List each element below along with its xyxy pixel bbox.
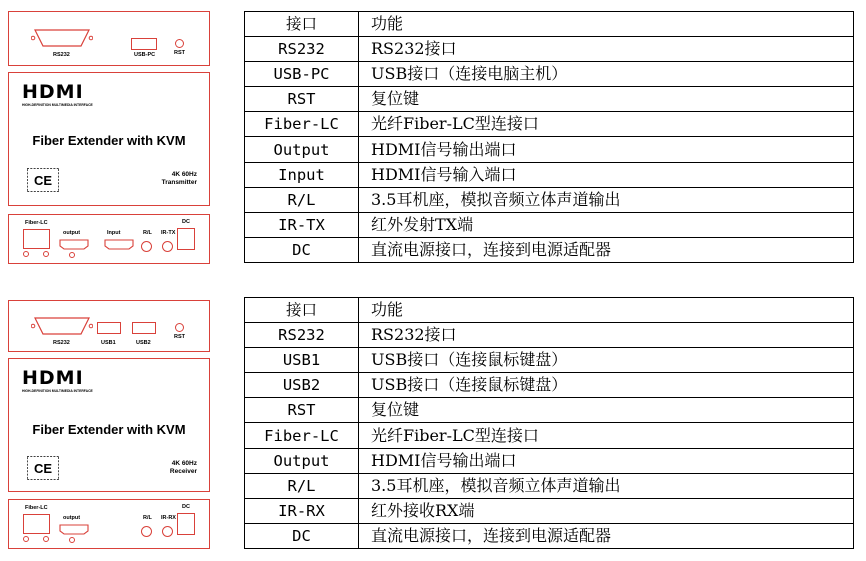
usb-pc-port [131,38,157,50]
function-cell: 光纤Fiber-LC型连接口 [359,112,854,137]
model-label: Transmitter [161,179,197,186]
ir-rx-label: IR-RX [161,515,176,521]
ir-rx-jack-icon [162,526,173,537]
ce-mark-icon [27,168,59,192]
table-row [245,323,854,348]
receiver-rear-panel [8,300,210,352]
ir-tx-jack-icon [162,241,173,252]
table-row [245,62,854,87]
rl-label: R/L [143,230,152,236]
table-row [245,37,854,62]
device-title: Fiber Extender with KVM [32,133,186,148]
table-row [245,523,854,548]
function-cell: USB接口（连接电脑主机） [359,62,854,87]
interface-cell: USB1 [245,348,359,373]
table-row [245,498,854,523]
fiber-lc-label: Fiber-LC [25,505,48,511]
function-cell: 直流电源接口，连接到电源适配器 [359,523,854,548]
function-cell: USB接口（连接鼠标键盘） [359,348,854,373]
hdmi-logo: HDMI [22,367,84,389]
function-cell: HDMI信号输出端口 [359,137,854,162]
fiber-led-right-icon [43,536,49,542]
interface-cell: RST [245,87,359,112]
ir-tx-label: IR-TX [161,230,176,236]
interface-cell: USB-PC [245,62,359,87]
table-row [245,373,854,398]
table-row [245,423,854,448]
table-row [245,162,854,187]
dc-port [177,513,195,535]
hdmi-input-port-icon [104,239,134,250]
table-row [245,137,854,162]
interface-cell: RS232 [245,323,359,348]
interface-cell: RS232 [245,37,359,62]
device-title: Fiber Extender with KVM [32,422,186,437]
dc-label: DC [182,219,190,225]
fiber-led-left-icon [23,536,29,542]
dc-port [177,228,195,250]
table-row [245,448,854,473]
hdmi-logo-subtitle: HIGH-DEFINITION MULTIMEDIA INTERFACE [22,389,93,393]
output-label: output [63,515,81,521]
interface-cell: 接口 [245,12,359,37]
table-row [245,348,854,373]
hdmi-output-port-icon [59,524,89,535]
receiver-interface-table [244,297,854,549]
audio-jack-icon [141,526,152,537]
interface-cell: RST [245,398,359,423]
table-header-row [245,12,854,37]
interface-cell: DC [245,237,359,262]
fiber-led-right-icon [43,251,49,257]
function-cell: 红外发射TX端 [359,212,854,237]
resolution-label: 4K 60Hz [171,171,197,178]
rs232-label: RS232 [53,340,70,346]
rs232-label: RS232 [53,52,70,58]
output-led-icon [69,537,75,543]
dc-label: DC [182,504,190,510]
rst-button-icon [175,323,184,332]
model-label: Receiver [169,468,197,475]
table-row [245,237,854,262]
interface-cell: Fiber-LC [245,423,359,448]
hdmi-logo: HDMI [22,81,84,103]
interface-cell: Input [245,162,359,187]
function-cell: RS232接口 [359,323,854,348]
rst-button-icon [175,39,184,48]
interface-cell: DC [245,523,359,548]
function-cell: USB接口（连接鼠标键盘） [359,373,854,398]
interface-cell: Output [245,137,359,162]
usb1-label: USB1 [101,340,116,346]
table-row [245,187,854,212]
interface-cell: IR-TX [245,212,359,237]
function-cell: 3.5耳机座，模拟音频立体声道输出 [359,187,854,212]
output-label: output [63,230,81,236]
rl-label: R/L [143,515,152,521]
interface-cell: IR-RX [245,498,359,523]
usb2-label: USB2 [136,340,151,346]
interface-cell: R/L [245,473,359,498]
function-cell: 3.5耳机座，模拟音频立体声道输出 [359,473,854,498]
transmitter-rear-panel [8,11,210,66]
function-cell: 红外接收RX端 [359,498,854,523]
audio-jack-icon [141,241,152,252]
fiber-lc-port [23,229,50,249]
fiber-lc-label: Fiber-LC [25,220,48,226]
hdmi-output-port-icon [59,239,89,250]
resolution-label: 4K 60Hz [171,460,197,467]
fiber-lc-port [23,514,50,534]
hdmi-logo-subtitle: HIGH-DEFINITION MULTIMEDIA INTERFACE [22,103,93,107]
table-row [245,212,854,237]
table-header-row [245,298,854,323]
interface-cell: R/L [245,187,359,212]
function-cell: 直流电源接口，连接到电源适配器 [359,237,854,262]
transmitter-front-panel [8,72,210,206]
receiver-front-panel [8,358,210,492]
svg-text:CE: CE [33,461,53,476]
function-cell: 功能 [359,12,854,37]
input-label: Input [107,230,121,236]
interface-cell: 接口 [245,298,359,323]
interface-cell: Fiber-LC [245,112,359,137]
usb2-port [132,322,156,334]
fiber-led-left-icon [23,251,29,257]
rst-label: RST [174,50,185,56]
transmitter-interface-table [244,11,854,263]
table-row [245,398,854,423]
function-cell: 功能 [359,298,854,323]
rst-label: RST [174,334,185,340]
output-led-icon [69,252,75,258]
function-cell: 光纤Fiber-LC型连接口 [359,423,854,448]
table-row [245,112,854,137]
usb1-port [97,322,121,334]
transmitter-port-panel [8,214,210,264]
ce-mark-icon [27,456,59,480]
interface-cell: USB2 [245,373,359,398]
rs232-port-icon [31,316,93,336]
function-cell: HDMI信号输入端口 [359,162,854,187]
receiver-port-panel [8,499,210,549]
function-cell: 复位键 [359,398,854,423]
usb-pc-label: USB-PC [134,52,156,58]
table-row [245,87,854,112]
function-cell: 复位键 [359,87,854,112]
rs232-port-icon [31,28,93,48]
device-spec [170,460,197,476]
function-cell: HDMI信号输出端口 [359,448,854,473]
interface-cell: Output [245,448,359,473]
device-spec [162,171,197,187]
table-row [245,473,854,498]
function-cell: RS232接口 [359,37,854,62]
svg-text:CE: CE [33,173,53,188]
